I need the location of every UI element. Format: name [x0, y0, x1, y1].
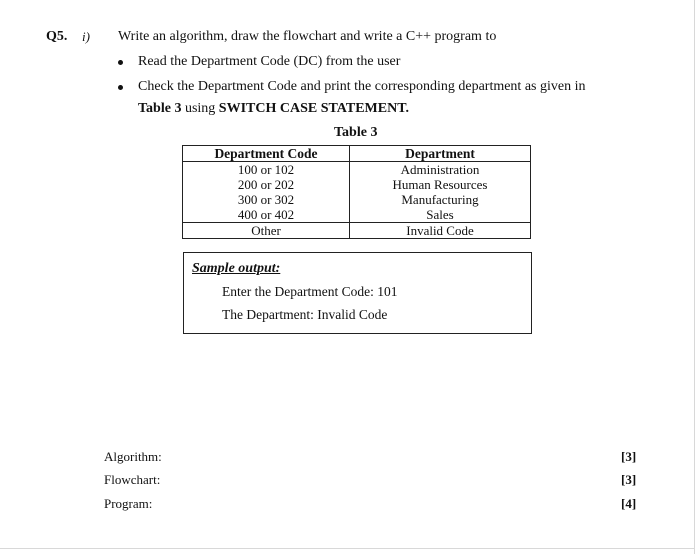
- table-caption: Table 3: [334, 125, 378, 140]
- cell-department: Human Resources: [350, 177, 531, 192]
- table-row: [183, 223, 531, 239]
- table-reference: Table 3: [138, 101, 182, 116]
- cell-department: Invalid Code: [350, 223, 531, 239]
- sample-output-title: Sample output:: [192, 261, 281, 276]
- cell-code: 300 or 302: [183, 192, 350, 207]
- department-table: [182, 145, 531, 239]
- table-row: [183, 207, 531, 223]
- bullet-text: Check the Department Code and print the corresponding department as given in: [138, 79, 586, 94]
- sample-output-line: Enter the Department Code: 101: [222, 284, 398, 299]
- header-department: Department: [350, 146, 531, 162]
- mark-label-flowchart: Flowchart:: [104, 472, 161, 487]
- bullet-icon: [118, 85, 123, 90]
- mark-value-flowchart: [3]: [621, 472, 637, 487]
- table-row: [183, 162, 531, 178]
- cell-department: Administration: [350, 162, 531, 178]
- page-edge-bottom: [0, 548, 695, 549]
- header-department-code: Department Code: [183, 146, 350, 162]
- mark-label-algorithm: Algorithm:: [104, 449, 162, 464]
- table-header-row: [183, 146, 531, 162]
- mark-value-program: [4]: [621, 496, 637, 511]
- cell-code: 400 or 402: [183, 207, 350, 223]
- cell-code: Other: [183, 223, 350, 239]
- table-row: [183, 192, 531, 207]
- question-intro: Write an algorithm, draw the flowchart and write a C++ program to: [118, 29, 497, 44]
- table-row: [183, 177, 531, 192]
- bullet-icon: [118, 60, 123, 65]
- sample-output-box: [183, 252, 532, 334]
- cell-department: Sales: [350, 207, 531, 223]
- question-number: Q5.: [46, 29, 68, 44]
- bullet-text: Read the Department Code (DC) from the user: [138, 54, 401, 69]
- cell-department: Manufacturing: [350, 192, 531, 207]
- continuation-text: using: [181, 101, 219, 116]
- bullet-continuation: [138, 101, 409, 117]
- cell-code: 200 or 202: [183, 177, 350, 192]
- cell-code: 100 or 102: [183, 162, 350, 178]
- switch-case-emphasis: SWITCH CASE STATEMENT.: [218, 101, 410, 116]
- mark-label-program: Program:: [104, 496, 153, 511]
- sample-output-line: The Department: Invalid Code: [222, 307, 388, 322]
- question-subpart: i): [82, 29, 90, 44]
- page-edge-right: [694, 0, 695, 554]
- mark-value-algorithm: [3]: [621, 449, 637, 464]
